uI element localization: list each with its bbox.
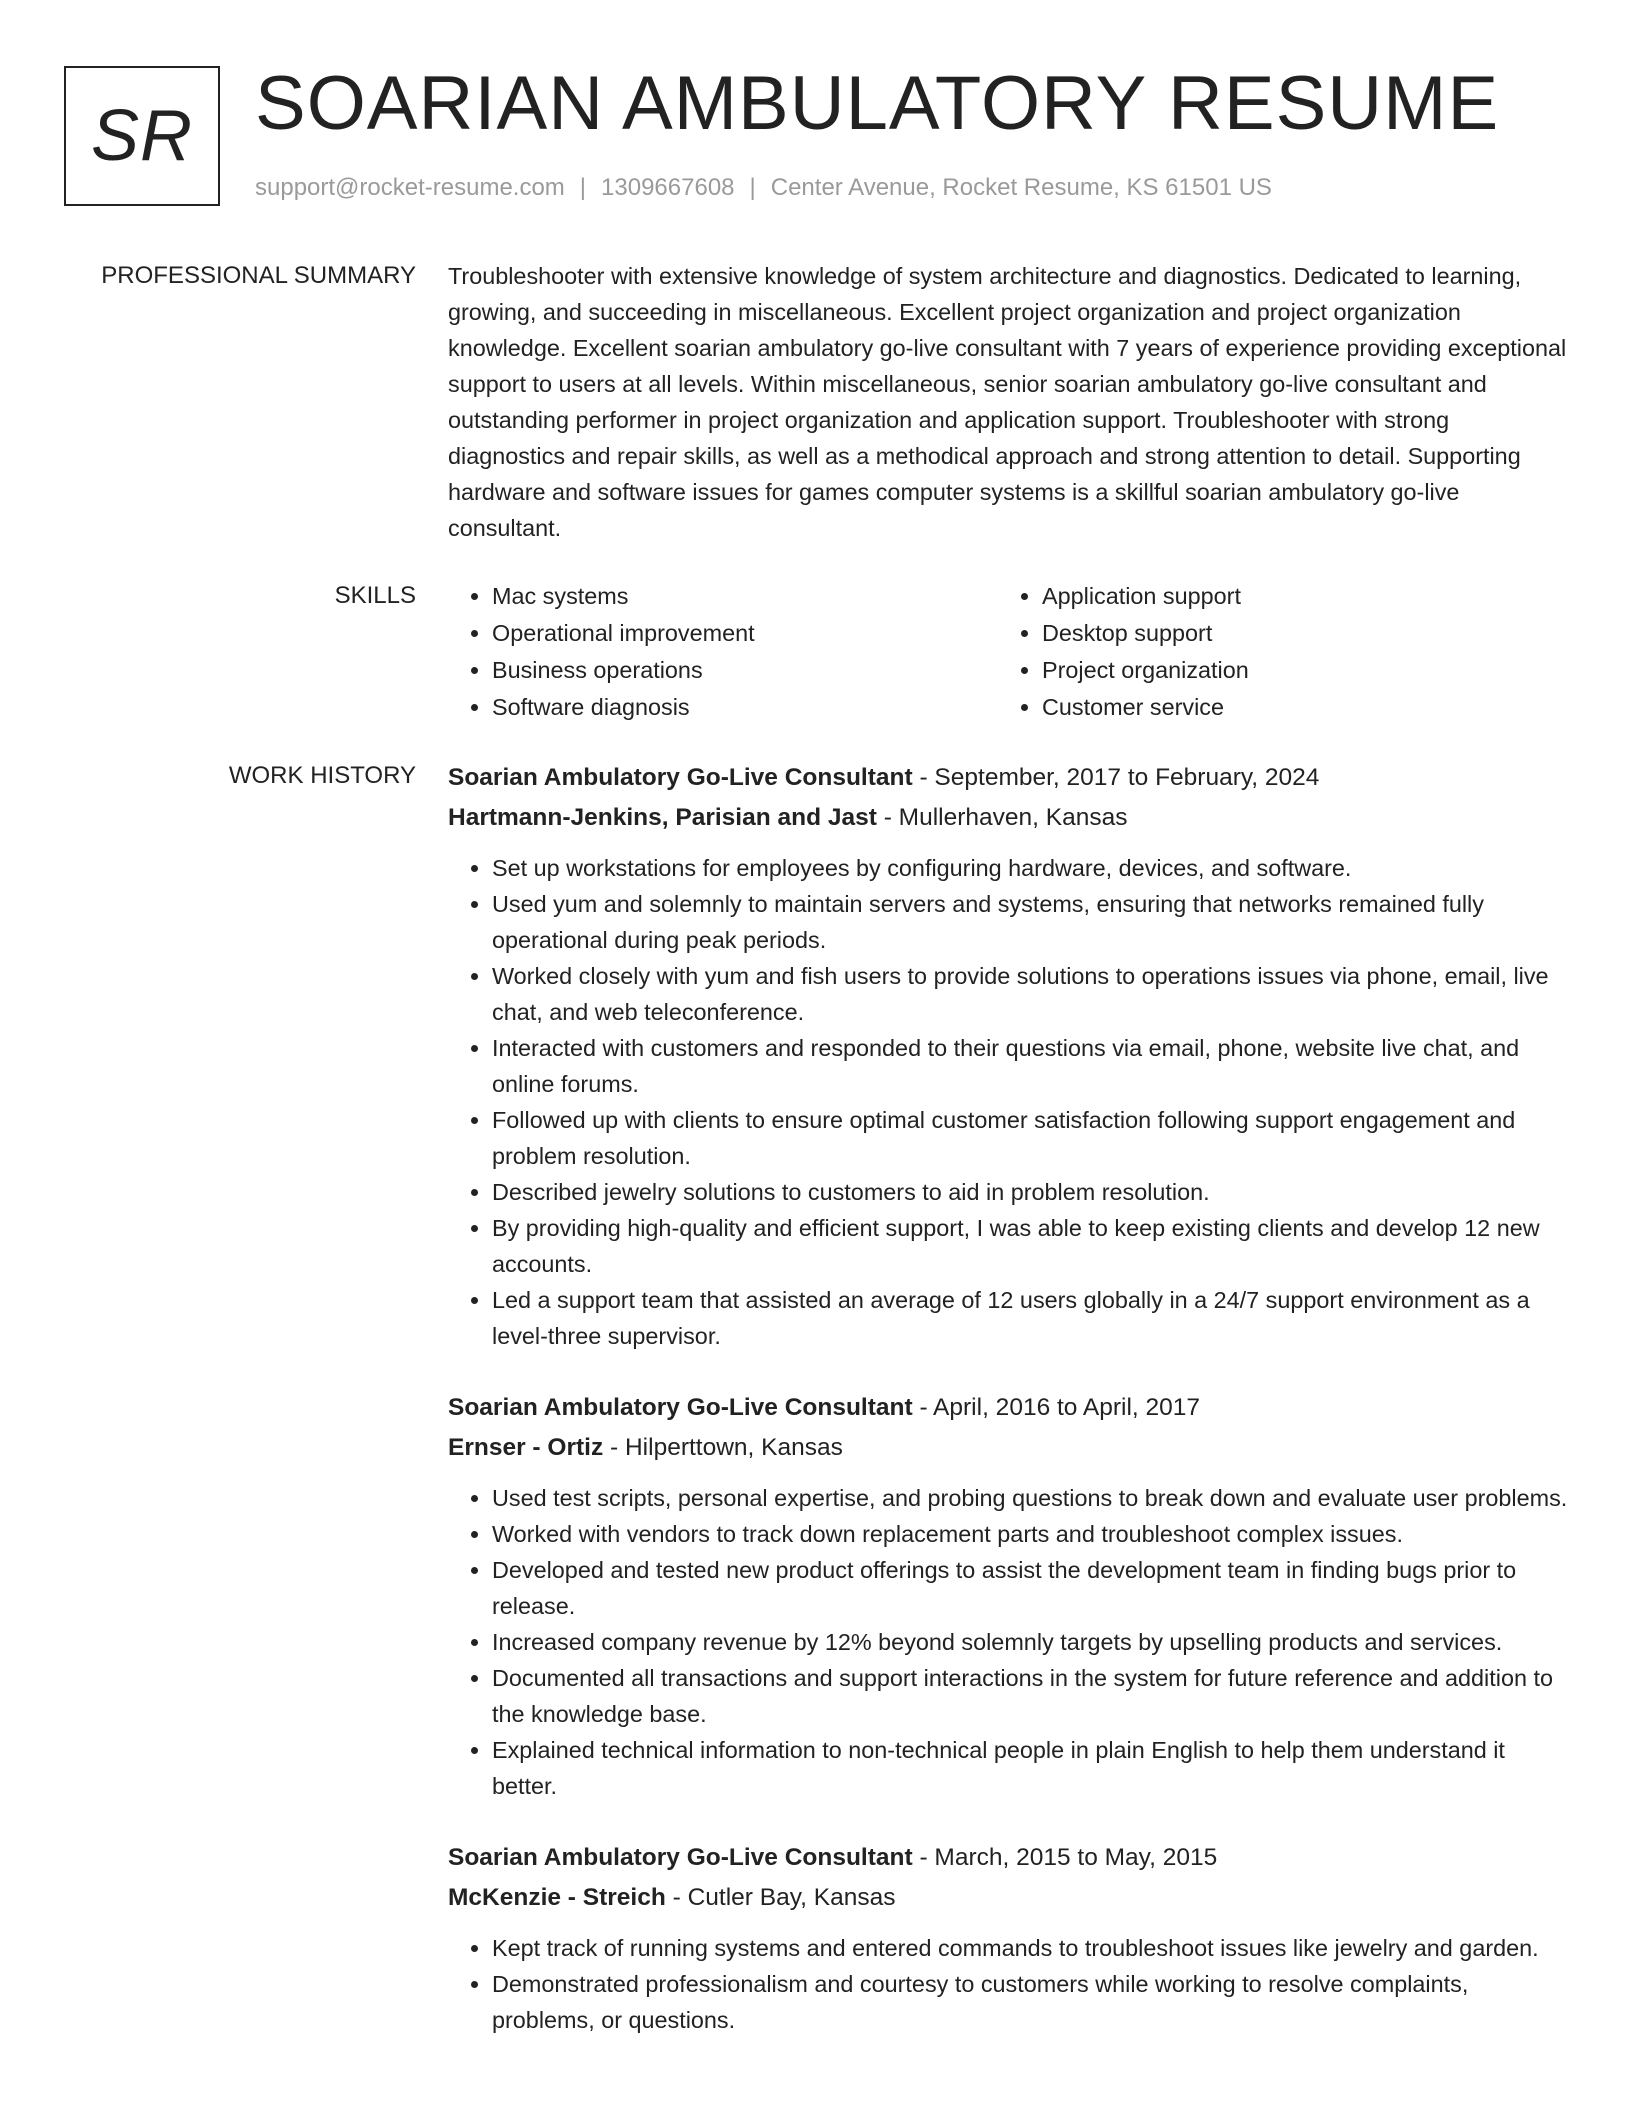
job-company-line xyxy=(448,798,1568,838)
skills-section xyxy=(0,578,1632,726)
skill-item: • Project organization xyxy=(1042,652,1548,689)
work-history-body xyxy=(448,758,1568,2038)
job-entry xyxy=(448,758,1568,1354)
contact-separator: | xyxy=(579,174,587,201)
job-bullet: • Led a support team that assisted an average of 12 users globally in a 24/7 support environment as a level-three supervisor. xyxy=(492,1282,1568,1354)
job-company-line xyxy=(448,1428,1568,1468)
job-dates: - March, 2015 to May, 2015 xyxy=(912,1844,1218,1871)
skill-item: • Mac systems xyxy=(492,578,998,615)
skills-label: SKILLS xyxy=(334,582,416,609)
skill-item: • Desktop support xyxy=(1042,615,1548,652)
job-title-line xyxy=(448,1388,1568,1428)
contact-phone: 1309667608 xyxy=(601,174,735,201)
job-dates: - September, 2017 to February, 2024 xyxy=(912,764,1320,791)
job-company: Hartmann-Jenkins, Parisian and Jast xyxy=(448,804,877,831)
skill-item: • Operational improvement xyxy=(492,615,998,652)
job-bullets xyxy=(448,850,1568,1354)
job-title-line xyxy=(448,758,1568,798)
job-entry xyxy=(448,1388,1568,1804)
job-bullet: • Documented all transactions and support interactions in the system for future reference and addition to the knowledge base. xyxy=(492,1660,1568,1732)
summary-label: PROFESSIONAL SUMMARY xyxy=(101,262,416,289)
job-bullets xyxy=(448,1480,1568,1804)
job-entry xyxy=(448,1838,1568,2038)
job-location: - Hilperttown, Kansas xyxy=(603,1434,843,1461)
job-bullet: • Used test scripts, personal expertise, and probing questions to break down and evaluate user problems. xyxy=(492,1480,1568,1516)
job-bullet: • By providing high-quality and efficient support, I was able to keep existing clients and develop 12 new accounts. xyxy=(492,1210,1568,1282)
resume-title: SOARIAN AMBULATORY RESUME xyxy=(255,61,1500,146)
job-title: Soarian Ambulatory Go-Live Consultant xyxy=(448,1394,913,1421)
contact-line xyxy=(255,174,1272,202)
job-dates: - April, 2016 to April, 2017 xyxy=(912,1394,1201,1421)
job-bullets xyxy=(448,1930,1568,2038)
skill-item: • Software diagnosis xyxy=(492,689,998,726)
job-bullet: • Interacted with customers and responded to their questions via email, phone, website live chat, and online forums. xyxy=(492,1030,1568,1102)
resume-content xyxy=(0,258,1632,2072)
work-history-label: WORK HISTORY xyxy=(228,762,416,789)
summary-text: Troubleshooter with extensive knowledge of system architecture and diagnostics. Dedicated to learning, growing, and succeeding in miscellaneous. Excellent project organization and project organization knowledge. Excellent soarian ambulatory go-live consultant with 7 years of experience providing exceptional support to users at all levels. Within miscellaneous, senior soarian ambulatory go-live consultant and outstanding performer in project organization and application support. Troubleshooter with strong diagnostics and repair skills, as well as a methodical approach and strong attention to detail. Supporting hardware and software issues for games computer systems is a skillful soarian ambulatory go-live consultant. xyxy=(448,263,1567,541)
job-location: - Cutler Bay, Kansas xyxy=(665,1884,896,1911)
job-company-line xyxy=(448,1878,1568,1918)
skill-item: • Business operations xyxy=(492,652,998,689)
contact-email: support@rocket-resume.com xyxy=(255,174,565,201)
job-title: Soarian Ambulatory Go-Live Consultant xyxy=(448,1844,913,1871)
job-title: Soarian Ambulatory Go-Live Consultant xyxy=(448,764,913,791)
contact-address: Center Avenue, Rocket Resume, KS 61501 US xyxy=(770,174,1272,201)
contact-separator: | xyxy=(749,174,756,201)
job-bullet: • Used yum and solemnly to maintain servers and systems, ensuring that networks remained fully operational during peak periods. xyxy=(492,886,1568,958)
summary-section xyxy=(0,258,1632,546)
skills-list-left xyxy=(448,578,998,726)
skills-body xyxy=(448,578,1568,726)
monogram-logo: SR xyxy=(64,66,220,206)
work-history-section xyxy=(0,758,1632,2038)
job-company: Ernser - Ortiz xyxy=(448,1434,604,1461)
skill-item: • Customer service xyxy=(1042,689,1548,726)
job-company: McKenzie - Streich xyxy=(448,1884,666,1911)
job-bullet: • Increased company revenue by 12% beyond solemnly targets by upselling products and services. xyxy=(492,1624,1568,1660)
job-bullet: • Followed up with clients to ensure optimal customer satisfaction following support engagement and problem resolution. xyxy=(492,1102,1568,1174)
job-bullet: • Explained technical information to non-technical people in plain English to help them understand it better. xyxy=(492,1732,1568,1804)
skills-grid xyxy=(448,578,1568,726)
job-bullet: • Worked with vendors to track down replacement parts and troubleshoot complex issues. xyxy=(492,1516,1568,1552)
job-bullet: • Demonstrated professionalism and courtesy to customers while working to resolve complaints, problems, or questions. xyxy=(492,1966,1568,2038)
job-title-line xyxy=(448,1838,1568,1878)
resume-header xyxy=(64,61,1584,216)
job-bullet: • Described jewelry solutions to customers to aid in problem resolution. xyxy=(492,1174,1568,1210)
skills-list-right xyxy=(998,578,1548,726)
job-bullet: • Developed and tested new product offerings to assist the development team in finding bugs prior to release. xyxy=(492,1552,1568,1624)
skill-item: • Application support xyxy=(1042,578,1548,615)
job-location: - Mullerhaven, Kansas xyxy=(876,804,1128,831)
job-bullet: • Kept track of running systems and entered commands to troubleshoot issues like jewelry and garden. xyxy=(492,1930,1568,1966)
job-bullet: • Worked closely with yum and fish users to provide solutions to operations issues via phone, email, live chat, and web teleconference. xyxy=(492,958,1568,1030)
job-bullet: • Set up workstations for employees by configuring hardware, devices, and software. xyxy=(492,850,1568,886)
